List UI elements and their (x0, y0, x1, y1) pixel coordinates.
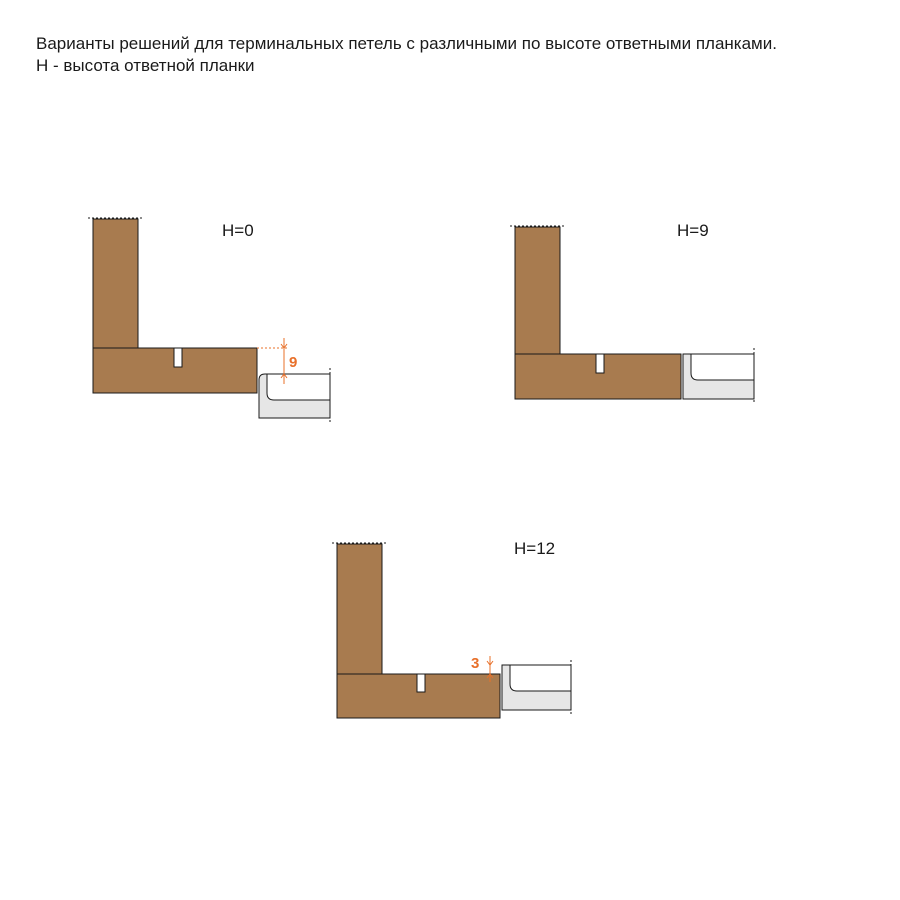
side-panel (515, 227, 560, 354)
hinge-slot (417, 674, 425, 692)
variant-h0 (88, 218, 330, 424)
mounting-plate-profile (510, 665, 571, 691)
side-panel (93, 219, 138, 348)
dimension-value-h0: 9 (289, 354, 298, 371)
description-line-2: H - высота ответной планки (36, 56, 255, 75)
variant-label-h12: H=12 (514, 539, 556, 558)
variant-h9 (510, 221, 754, 404)
hinge-slot (596, 354, 604, 373)
hinge-slot (174, 348, 182, 367)
mounting-plate-profile (267, 374, 330, 400)
description-line-1: Варианты решений для терминальных петель с различными по высоте ответными планками. (36, 34, 777, 53)
side-panel (337, 544, 382, 674)
variant-h12 (332, 539, 571, 718)
variant-label-h0: H=0 (222, 221, 254, 240)
mounting-plate-profile (691, 354, 754, 380)
dimension-value-h12: 3 (471, 655, 480, 672)
variant-label-h9: H=9 (677, 221, 709, 240)
